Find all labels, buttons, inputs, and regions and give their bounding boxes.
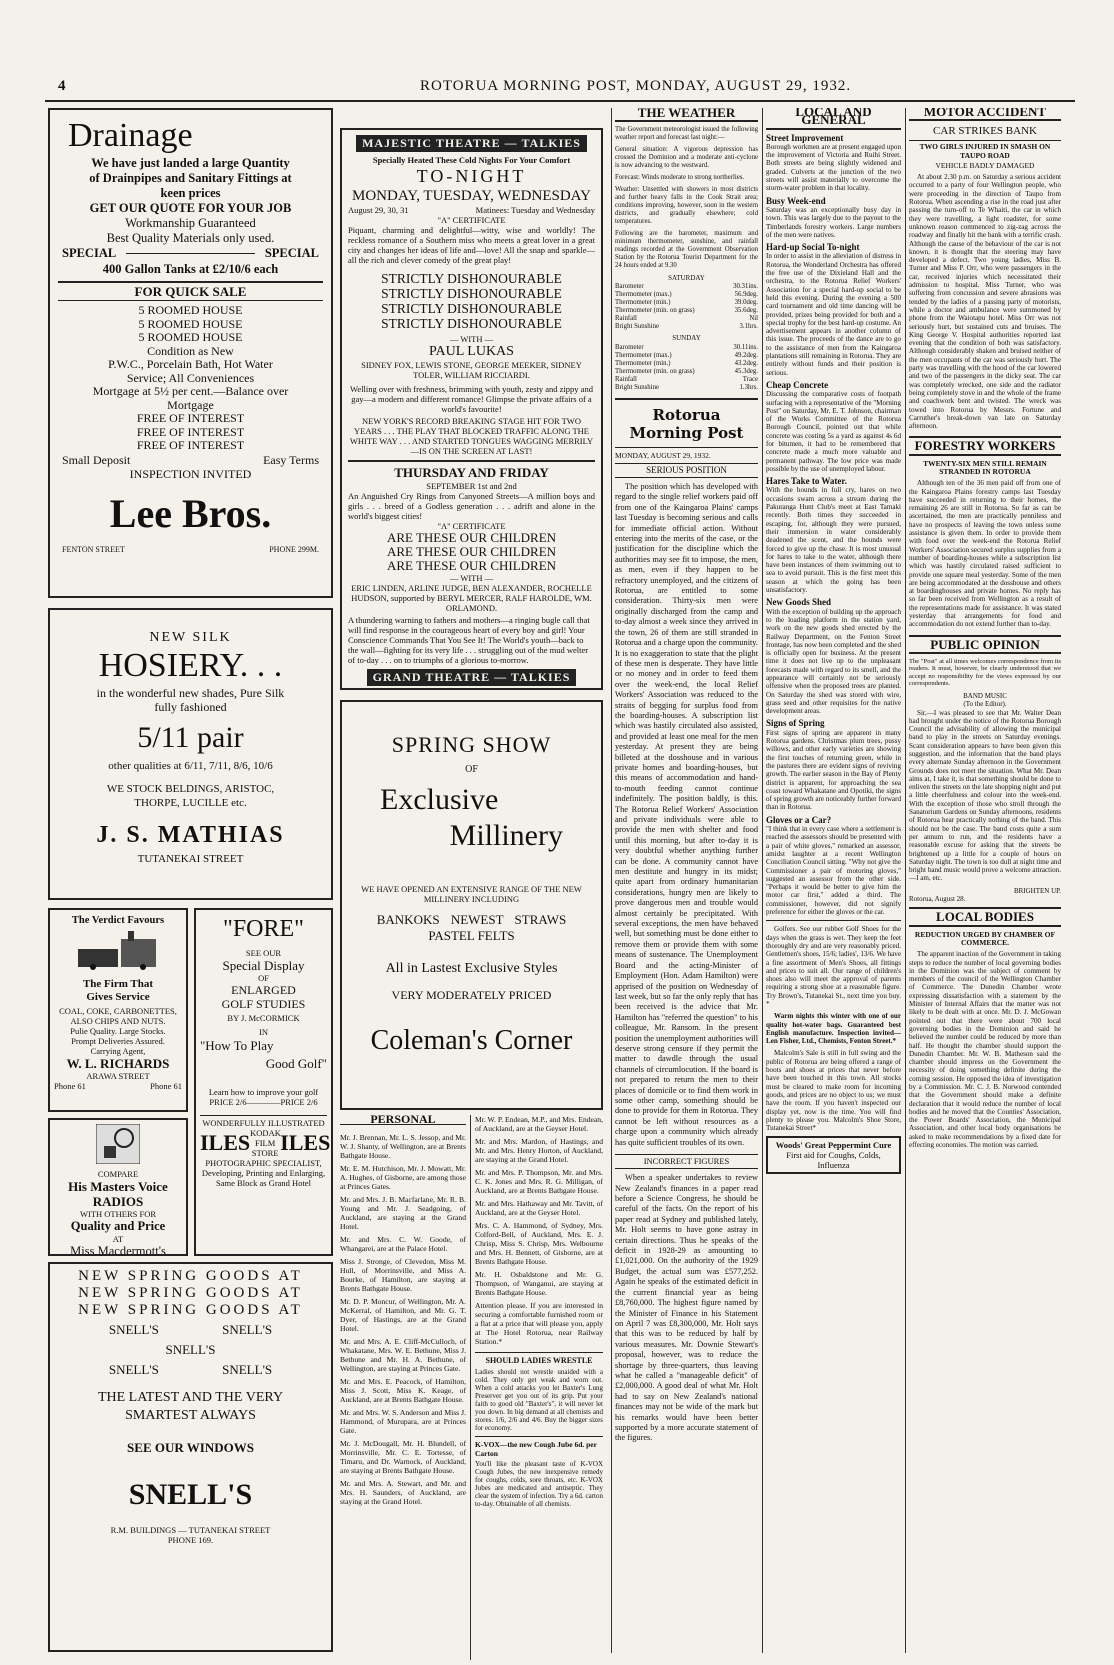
snells-line: SEE OUR WINDOWS xyxy=(127,1440,254,1455)
theatre-blurb: NEW YORK'S RECORD BREAKING STAGE HIT FOR TWO YEARS . . . THE PLAY THAT BLOCKED TRAFFIC ALONG THE WHITE WAY . . . AND STARTED TONGUES WAGGING MERRILY—IS ON THE SCREEN AT LAST! xyxy=(348,416,595,462)
feature-title: STRICTLY DISHONOURABLE xyxy=(381,301,562,316)
richards-line: The Firm That xyxy=(82,978,154,990)
sale-line: Condition as New xyxy=(147,343,234,358)
fore-line: GOLF STUDIES xyxy=(221,997,306,1011)
personal-item: Mr. and Mrs. Mardon, of Hastings, and Mr. and Mrs. Henry Horton, of Auckland, are staying at the Grand Hotel. xyxy=(475,1137,603,1164)
theatre-ad xyxy=(340,128,603,690)
drainage-line: Workmanship Guaranteed xyxy=(125,216,256,230)
snells-address: R.M. BUILDINGS — TUTANEKAI STREET xyxy=(110,1525,271,1535)
richards-ad xyxy=(48,908,188,1112)
personal-item: Mr. and Mrs. E. Peacock, of Hamilton, Miss J. Scott, Miss K. Keage, of Auckland, are at Brents Bathgate House. xyxy=(340,1377,466,1404)
weather-label: Thermometer (min.) xyxy=(615,359,671,367)
page-header xyxy=(40,78,1080,100)
inspection-invited: INSPECTION INVITED xyxy=(129,466,252,481)
coleman-logo: Coleman's Corner xyxy=(370,1025,573,1056)
personal-item: Mr. and Mrs. C. W. Goode, of Whangarei, are at the Palace Hotel. xyxy=(340,1235,466,1253)
snells-line: NEW SPRING GOODS AT xyxy=(78,1285,303,1301)
editorial-body: The position which has developed with regard to the single relief workers paid off from one of the Kaingaroa Plains' camps last Tuesday is becoming serious and calls for immediate official action. Without entering into the merits of the case, or the justification for the discipline which the authorities may see fit to impose, the men, as men, even if they happen to be refractory unemployed, and the citizens of Rotorua, are entitled to some consideration. Thirty-six men were originally discharged from the camp and to-day almost a week since they arrived in the town, 26 of them are still stranded in Rotorua and a charge upon the community. It is no exaggeration to state that the plight of these men is desperate. They have little or no money and in order to feed them over the week-end, the local Relief Workers' Association was reduced to the straits of begging for surplus food from the boarding-houses. A subscription list which was hastily circulated also assisted, and provided at least one meal for the men yesterday. At present they are being billeted at the dosshouse and in various private homes and boarding-houses, but this means of accommodation and hand-to-mouth feeding cannot continue indefinitely. The position baldly, is this. The Rotorua Relief Workers' Association and private individuals were able to provide the men with shelter and food until this morning, but after to-day it is very doubtful whether anything further can be done. A community cannot have men destitute and hungry in its midst; quite apart from ordinary humanitarian considerations, hungry men are likely to prove dangerous men and trouble would almost certainly be precipitated. With several exceptions, the men have behaved well, but something must be done either to remove them or provide them with some means of sustenance. The Unemployment Board and the acting-Minister of Employment (Hon. Adam Hamilton) were apprised of the position on Wednesday of last week, but so far the only reply that has been received is the advice that Mr. Hamilton has "referred the question" to his colleague, Mr. Ransom. In the present position the unemployment authorities will deserve strong censure if they permit the matter to dawdle through the usual channels of circumlocution. If the board is not prepared to return the men to their places of domicile or to find them work in some other camp, something should be done to provide for them in Rotorua. They cannot be left without resources as a charge upon a community which already has quite sufficient troubles of its own. xyxy=(615,482,758,1147)
weather-label: Rainfall xyxy=(615,315,637,323)
opinion-signature: BRIGHTEN UP. xyxy=(1013,886,1061,895)
millinery-line: OF xyxy=(465,764,478,775)
nameplate: Rotorua Morning Post xyxy=(629,405,744,442)
snells-phone: PHONE 169. xyxy=(167,1535,214,1545)
personal-item: Mr. and Mrs. A. E. Cliff-McCulloch, of Whakatane, Mrs. W. E. Bethune, Miss J. Bethune and Mr. H. A. Bethune, of Wellington, are staying at Princes Gate. xyxy=(340,1337,466,1373)
millinery-line: BANKOKS NEWEST STRAWS xyxy=(376,912,567,927)
opinion-title: PUBLIC OPINION xyxy=(909,635,1061,654)
opinion-to: (To the Editor). xyxy=(963,700,1007,709)
fore-line: Special Display xyxy=(222,958,305,973)
theatre-with: — WITH — xyxy=(449,573,494,583)
gramophone-dog-icon xyxy=(96,1124,140,1164)
feature-title: STRICTLY DISHONOURABLE xyxy=(381,286,562,301)
millinery-line: Exclusive xyxy=(380,783,499,816)
radios-line: WITH OTHERS FOR xyxy=(79,1209,157,1219)
weather-editorial-column xyxy=(615,108,758,1658)
weather-row xyxy=(615,291,758,299)
weather-row xyxy=(615,299,758,307)
weather-row xyxy=(615,283,758,291)
richards-line: Pulie Quality. Large Stocks. xyxy=(70,1026,166,1036)
feature-title: STRICTLY DISHONOURABLE xyxy=(381,271,562,286)
lee-bros-logo: Lee Bros. xyxy=(109,490,272,536)
snells-line: NEW SPRING GOODS AT xyxy=(78,1268,303,1284)
mathias-hosiery-ad xyxy=(48,608,333,900)
local-item-body: With the exception of building up the approach to the loading platform in the station yard, work on the new goods shed erected by the Railway Department, on the Fenton Street frontage, has now been completed and the shed is officially open for business. At the present time it does not live up to the unpleasant forecasts made with regard to its smell, and the appearance will certainly not be seriously offensive when the proposed trees are planted. On Saturday the shed was stored with wire, grass seed and other requisites for the native development areas. xyxy=(766,607,901,716)
theatre-blurb: Piquant, charming and delightful—witty, wise and worldly! The reckless romance of a Southern miss who meets a great lover in a great city and changes her ideas of life and—love! All the snap and sparkle—all the rich and clever comedy of the great play! xyxy=(348,225,595,265)
weather-value: 43.2deg. xyxy=(734,359,758,367)
fore-line: PRICE 2/6————PRICE 2/6 xyxy=(209,1097,318,1107)
richards-name: W. L. RICHARDS xyxy=(66,1056,170,1071)
accident-title: MOTOR ACCIDENT xyxy=(909,108,1061,121)
sale-line: FREE OF INTEREST xyxy=(136,411,245,425)
weather-value: 56.9deg. xyxy=(734,291,758,299)
richards-line: Gives Service xyxy=(86,991,150,1003)
sale-line: P.W.C., Porcelain Bath, Hot Water xyxy=(108,357,273,371)
hosiery-line: WE STOCK BELDINGS, ARISTOC, xyxy=(106,783,275,795)
iles-golf-ad xyxy=(194,908,333,1256)
richards-line: ARAWA STREET xyxy=(86,1071,150,1081)
local-item-heading: Hard-up Social To-night xyxy=(766,242,860,253)
fore-line: WONDERFULLY ILLUSTRATED xyxy=(200,1115,327,1128)
weather-para: Forecast: Winds moderate to strong northerlies. xyxy=(615,174,745,182)
coleman-millinery-ad xyxy=(340,700,603,1110)
local-item-heading: Busy Week-end xyxy=(766,195,826,206)
editorial-date: MONDAY, AUGUST 29, 1932. xyxy=(615,450,711,460)
local-item-heading: Signs of Spring xyxy=(766,718,825,729)
local-item-body: Borough workmen are at present engaged upon the improvement of Victoria and Ruihi Street. Both streets are being slightly widened and graded. Culverts at the junction of the two streets will assist materially to overcome the storm-water problem in that locality. xyxy=(766,142,901,193)
theatre-days: MONDAY, TUESDAY, WEDNESDAY xyxy=(352,188,591,204)
mathias-logo: J. S. MATHIAS xyxy=(96,822,285,848)
drainage-line: We have just landed a large Quantity xyxy=(91,156,290,170)
fore-line: SEE OUR xyxy=(245,948,282,958)
masthead: ROTORUA MORNING POST, MONDAY, AUGUST 29, 1932. xyxy=(420,78,852,94)
theatre-thu: THURSDAY AND FRIDAY xyxy=(394,465,549,480)
special-left: SPECIAL xyxy=(62,246,117,260)
snells-logo: SNELL'S xyxy=(128,1478,253,1511)
weather-table-saturday xyxy=(615,283,758,331)
snells-line: NEW SPRING GOODS AT xyxy=(78,1302,303,1318)
millinery-line: Millinery xyxy=(449,819,563,852)
weather-value: 45.3deg. xyxy=(734,367,758,375)
personal-item: Mr. E. M. Hutchison, Mr. J. Mowatt, Mr. A. Hughes, of Gisborne, are among those at Princes Gates. xyxy=(340,1164,466,1191)
millinery-line: PASTEL FELTS xyxy=(428,928,515,943)
feature-title: STRICTLY DISHONOURABLE xyxy=(381,316,562,331)
weather-label: Barometer xyxy=(615,283,644,291)
sale-line: 5 ROOMED HOUSE xyxy=(138,316,243,331)
feature-title: ARE THESE OUR CHILDREN xyxy=(386,558,557,573)
local-item-body: Discussing the comparative costs of footpath surfacing with a representative of the "Morning Post" on Saturday, Mr. E. T. Johnson, chairman of the Works Committee of the Rotorua Borough Council, pointed out that while concrete was costing 5s a yard as against 4s 6d for bitumen, it had to be remembered that concrete made a much more valuable and permanent pathway. The low price was made possible by the use of unemployed labour. xyxy=(766,390,901,473)
local-item-heading: Hares Take to Water. xyxy=(766,476,847,487)
weather-para: The Government meteorologist issued the following weather report and forecast last night:— xyxy=(615,126,758,142)
personal-right xyxy=(475,1115,603,1512)
personal-item: Mr. J. Brennan, Mr. L. S. Jessop, and Mr. W. J. Shanty, of Wellington, are at Brents Bathgate House. xyxy=(340,1133,466,1160)
richards-phone: Phone 61 xyxy=(54,1081,86,1091)
personal-item: Mr. W. P. Endean, M.P., and Mrs. Endean, of Auckland, are at the Geyser Hotel. xyxy=(475,1115,603,1133)
weather-value: 35.6deg. xyxy=(734,307,758,315)
hosiery-title: HOSIERY. . . xyxy=(98,647,283,684)
woods-line: Influenza xyxy=(817,1160,850,1171)
drainage-line: of Drainpipes and Sanitary Fittings at xyxy=(89,171,292,185)
hosiery-line: fully fashioned xyxy=(154,700,227,714)
radios-line: Quality and Price xyxy=(70,1219,166,1233)
weather-value: Trace xyxy=(742,375,758,383)
weather-label: Thermometer (max.) xyxy=(615,291,672,299)
weather-value: Nil xyxy=(749,315,758,323)
radios-ad xyxy=(48,1118,188,1256)
fore-line: BY J. McCORMICK xyxy=(227,1013,300,1023)
weather-row xyxy=(615,344,758,352)
weather-row xyxy=(615,376,758,384)
richards-line: Carrying Agent, xyxy=(90,1046,146,1056)
sale-line: FREE OF INTEREST xyxy=(136,424,245,439)
radios-line: AT xyxy=(112,1234,124,1244)
weather-label: Thermometer (min. on grass) xyxy=(615,307,695,315)
weather-label: Bright Sunshine xyxy=(615,383,659,391)
fore-title: "FORE" xyxy=(223,916,304,942)
millinery-line: MILLINERY INCLUDING xyxy=(423,894,520,904)
snells-line: THE LATEST AND THE VERY xyxy=(97,1390,284,1405)
personal-left xyxy=(340,1133,466,1510)
personal-item: Mr. J. McDougall, Mr. H. Blundell, of Morrinsville, Mr. C. E. Tortesse, of Timaru, and Dr. Warnock, of Auckland, are staying at Brents Bathgate House. xyxy=(340,1439,466,1475)
drainage-line: GET OUR QUOTE FOR YOUR JOB xyxy=(89,201,292,215)
theatre-cert: "A" CERTIFICATE xyxy=(437,521,506,531)
personal-item: Miss J. Stronge, of Clevedon, Miss M. Hull, of Morrinsville, and Miss A. Bourke, of Hamilton, are staying at Brents Bathgate House. xyxy=(340,1257,466,1293)
local-general-column xyxy=(766,108,901,1658)
weather-row xyxy=(615,384,758,392)
millinery-line: VERY MODERATELY PRICED xyxy=(391,988,552,1002)
snells-line: SNELL'S SNELL'S xyxy=(108,1322,273,1337)
snells-line: SNELL'S xyxy=(165,1342,216,1357)
feature-title: ARE THESE OUR CHILDREN xyxy=(386,530,557,545)
fore-line: Developing, Printing and Enlarging, xyxy=(201,1168,326,1178)
sale-heading: FOR QUICK SALE xyxy=(58,283,323,301)
personal-item: Mr. D. P. Moncur, of Wellington, Mr. A. McKerral, of Hamilton, and Mr. G. T. Dyer, of Hastings, are at the Grand Hotel. xyxy=(340,1297,466,1333)
millinery-line: All in Lastest Exclusive Styles xyxy=(385,961,558,976)
radios-line: His Masters Voice xyxy=(68,1179,168,1194)
right-news-column xyxy=(909,108,1061,1658)
hosiery-line: NEW SILK xyxy=(149,630,232,645)
local-item-heading: Street Improvement xyxy=(766,132,844,143)
kodak-store: KODAK FILM STORE xyxy=(250,1128,281,1158)
weather-value: 39.0deg. xyxy=(734,299,758,307)
richards-line: The Verdict Favours xyxy=(71,915,165,926)
sale-line: Mortgage xyxy=(167,397,214,412)
weather-row xyxy=(615,307,758,315)
weather-day: SATURDAY xyxy=(668,274,705,283)
hosiery-price: 5/11 pair xyxy=(137,721,244,754)
theatre-blurb: A thundering warning to fathers and mothers—a ringing bugle call that will find response in the courageous heart of every boy and girl! Your Conscience Commands That You See It! The World's youth—back to the wall—fighting for its very life . . . struggling out of the mud welter of to-day . . . on to triumphs of a glorious to-morrow. xyxy=(348,615,590,665)
weather-para: Weather: Unsettled with showers in most districts and further heavy falls in the Cook Strait area; conditions improving, however, soon in the western districts, and gradually elsewhere; cold temperatures. xyxy=(615,186,758,226)
fore-line: PHOTOGRAPHIC SPECIALIST, xyxy=(205,1158,322,1168)
weather-row xyxy=(615,360,758,368)
weather-label: Thermometer (min.) xyxy=(615,299,671,307)
personal-item: Mr. and Mrs. P. Thompson, Mr. and Mrs. C. K. Jones and Mrs. R. G. Milligan, of Auckland, are at Brents Bathgate House. xyxy=(475,1168,603,1195)
local-item-heading: Cheap Concrete xyxy=(766,379,829,390)
coal-yard-illustration xyxy=(73,929,163,971)
wrestle-heading: SHOULD LADIES WRESTLE xyxy=(475,1352,603,1365)
local-item-body: Saturday was an exceptionally busy day in town. This was largely due to the payout to the Timberlands forestry workers. Large numbers of the men were natives. xyxy=(766,205,901,239)
deposit-left: Small Deposit xyxy=(62,452,131,467)
fore-line: ENLARGED xyxy=(231,983,296,997)
incorrect-figures-heading: INCORRECT FIGURES xyxy=(615,1154,758,1169)
editorial-heading: SERIOUS POSITION xyxy=(615,463,758,478)
incorrect-figures-body: When a speaker undertakes to review New Zealand's finances in a paper read before a Science Congress, he should be careful of the facts. On the report of his paper read at Sydney and published lately, Mr. Holt seems to have gone astray in certain directions. Thus he speaks of the deficit in 1928-29 as amounting to £1,021,000. On the authority of the 1929 Budget, the actual sum was £577,252. Again he speaks of the estimated deficit in the current financial year as being £8,760,000. The highest figure named by the Minister of Finance in his Statement on April 7 was £8,300,000, Mr. Holt says that this was to be reduced by half by various measures. Mr. Downie Stewart's proposal, however, was to reduce the shortage by three-quarters, thus leaving what he called a "manageable deficit" of £2,000,000. A good deal of what Mr. Holt had to say on New Zealand's national finances may not be wide of the mark but his remarks would have been better supported by a more accurate statement of the figures. xyxy=(615,1173,758,1443)
radios-line: RADIOS xyxy=(92,1194,144,1209)
theatre-cast: SIDNEY FOX, LEWIS STONE, GEORGE MEEKER, SIDNEY TOLER, WILLIAM RICCIARDI. xyxy=(361,360,582,380)
richards-phone: Phone 61 xyxy=(150,1081,182,1091)
forestry-subheading: TWENTY-SIX MEN STILL REMAIN STRANDED IN ROTORUA xyxy=(923,458,1047,476)
fore-line: Learn how to improve your golf xyxy=(208,1087,319,1097)
weather-label: Thermometer (max.) xyxy=(615,351,672,359)
weather-label: Bright Sunshine xyxy=(615,323,659,331)
accident-heading: CAR STRIKES BANK xyxy=(909,125,1061,141)
theatre-with: — WITH — xyxy=(449,334,494,344)
local-ad: Malcolm's Sale is still in full swing and the public of Rotorua are being offered a range of boots and shoes at prices that never before have been touched in this town. All stocks must be cleared to make room for incoming goods, and prices are no object to us; we must have the room. If you haven't inspected our display yet, now is the time. You will find plenty to please you. Malcolm's Shoe Store, Tutanekai Street* xyxy=(766,1049,901,1133)
weather-para: Following are the barometer, maximum and minimum thermometer, sunshine, and rainfall readings recorded at the Government Observation Station by the Rotorua Tourist Department for the 24 hours ended at 9.30 xyxy=(615,230,758,270)
personal-item: Mr. H. Osbaldstone and Mr. G. Thompson, of Wanganui, are staying at Brents Bathgate House. xyxy=(475,1270,603,1297)
millinery-line: SPRING SHOW xyxy=(391,732,552,757)
local-item-body: First signs of spring are apparent in many Rotorua gardens. Christmas plum trees, pussy willows, and other early varieties are showing the first touches of returning green, while in the pastures there are evident signs of reviving growth. The earlier season in the Bay of Plenty district is apparent, for approaching the sea coast toward Whakatane and Opotiki, the signs of spring growth are noticeably further forward than in Rotorua. xyxy=(766,728,901,812)
personal-item: Mr. and Mrs. J. B. Macfarlane, Mr. R. B. Young and Mr. J. Seadgoing, of Auckland, are staying at the Grand Hotel. xyxy=(340,1195,466,1231)
weather-row xyxy=(615,368,758,376)
richards-line: COAL, COKE, CARBONETTES, ALSO CHIPS AND NUTS. xyxy=(59,1006,177,1026)
hosiery-line: THORPE, LUCILLE etc. xyxy=(134,797,247,809)
weather-value: 49.2deg. xyxy=(734,351,758,359)
richards-line: Prompt Deliveries Assured. xyxy=(71,1036,165,1046)
weather-table-sunday xyxy=(615,344,758,392)
fore-line: Good Golf" xyxy=(265,1056,327,1071)
local-ad: Warm nights this winter with one of our quality hot-water bags. Guaranteed best English manufacture. Inspection invited—Len Fisher, Ltd., Chemists, Fenton Street.* xyxy=(766,1012,901,1046)
local-item-body: In order to assist in the alleviation of distress in Rotorua, the Wonderland Orchestra has offered the free use of the Dixieland Hall and the orchestra, to the Rotorua Relief Workers' Association for a special hard-up social to be held this evening. During the evening a 500 card tournament and old time dancing will be provided, prizes being provided for both and a special trophy for the best hard-up costume. An advertisement appears in another column of this issue. The proceeds of the dance are to go to the assistance of men from the Kaingaroa plantations still remaining in Rotorua. They are entirely without funds and their position is serious. xyxy=(766,252,901,377)
personal-item: Mrs. C. A. Hammond, of Sydney, Mrs. Colford-Bell, of Auckland, Mrs. E. J. Chrisp, Miss S. Chrisp, Mrs. Welbourne and Mrs. H. Bennett, of Gisborne, are at Brents Bathgate House. xyxy=(475,1221,603,1266)
lee-bros-phone: PHONE 299M. xyxy=(269,544,319,554)
special-right: SPECIAL xyxy=(264,246,319,260)
local-ad: Golfers. See our rubber Golf Shoes for the days when the grass is wet. They keep the feet thoroughly dry and are very reasonably priced. Gentlemen's shoes, 15/6; ladies', 13/6. We have a fine assortment of Men's Shoes, all fittings and prices to suit all. Our range of children's shoes also will meet the approval of parents requiring a strong shoe at a reasonable figure. Try Brown's, Tutanekai St., next time you buy. * xyxy=(766,925,901,1008)
iles-logo: ILES xyxy=(280,1130,331,1155)
personal-item: Mr. and Mrs. W. S. Anderson and Miss J. Hammond, of Murupara, are at Princes Gate. xyxy=(340,1408,466,1435)
weather-label: Thermometer (min. on grass) xyxy=(615,367,695,375)
theatre-cast: ERIC LINDEN, ARLINE JUDGE, BEN ALEXANDER, ROCHELLE HUDSON, supported by BERYL MERCER, RALF HAROLDE, WM. ORLAMOND. xyxy=(351,583,592,613)
weather-title: THE WEATHER xyxy=(615,108,758,122)
local-item-body: With the hounds in full cry, hares on two occasions swam across a stream during the Pakuranga Hunt Club's meet at East Tamaki recently. Both times they succeeded in escaping, for, although they were pursued, their immersion in water considerably deadened the scent, and the hounds were forced to give up the chase. It is most unusual for hares to take to the water, although there have been instances of them swimming out to sea to avoid pursuit. This is the first meet this season at which the going has been unsatisfactory. xyxy=(766,486,901,595)
sale-line: 5 ROOMED HOUSE xyxy=(138,303,243,317)
theatre-text: Specially Heated These Cold Nights For Your Comfort xyxy=(372,155,571,165)
personal-item: Mr. and Mrs. Hathaway and Mr. Tavitt, of Auckland, are at the Geyser Hotel. xyxy=(475,1199,603,1217)
lee-bros-street: FENTON STREET xyxy=(62,544,125,554)
opinion-heading: BAND MUSIC xyxy=(963,691,1007,700)
fore-line: Same Block as Grand Hotel xyxy=(216,1178,311,1188)
header-rule xyxy=(45,100,1075,102)
drainage-line: Best Quality Materials only used. xyxy=(106,231,275,245)
weather-value: 3.1hrs. xyxy=(739,323,758,331)
weather-row xyxy=(615,323,758,331)
tonight-label: TO-NIGHT xyxy=(416,166,527,186)
accident-body: At about 2.30 p.m. on Saturday a serious accident occurred to a party of four Wellington people, who were proceeding in the direction of Taupo from Rotorua. When ascending a rise in the road just after passing the turn-off to Te Whaiti, the car in which they were travelling, a light roadster, for some unknown reason commenced to zig-zag across the roadway and finally hit the bank with a terrific crash. Although the cause of the behaviour of the car is not known, it is thought that the steering may have developed a defect. Two young ladies, Miss B. Turner and Miss P. Orr, who were passengers in the car, received injuries which necessitated their admission to hospital. Miss Turner, who was suffering from concussion and severe abrasions was tended by the ladies of a passing party of motorists, while a doctor and ambulance were summoned by phone from the Waiotapu hotel. Miss Orr was not seriously hurt, but sustained cuts and bruises. The King George V. Hospital authorities reported last evening that the condition of both was satisfactory. Although considerably shaken and bruised neither of the men occupants of the car was seriously hurt. The party was travelling with the hood of the car lowered and two of the passengers in the dicky seat. The car was completely wrecked, one side and the radiator being completely stove in and the whole of the frame and coachwork bent and twisted. The wreck was towed into Rotorua by Messrs. Fortune and Carruther's break-down van late on Saturday afternoon. xyxy=(909,173,1061,431)
opinion-note: The "Post" at all times welcomes correspondence from its readers. It must, however, be clearly understood that we accept no responsibility for the views expressed by our correspondents. xyxy=(909,657,1061,688)
weather-label: Barometer xyxy=(615,343,644,351)
local-bodies-subheading: REDUCTION URGED BY CHAMBER OF COMMERCE. xyxy=(914,929,1056,947)
snells-ad xyxy=(48,1262,333,1652)
deposit-right: Easy Terms xyxy=(263,452,319,467)
woods-line: First aid for Coughs, Colds, xyxy=(786,1150,881,1161)
weather-para: General situation: A vigorous depression has crossed the Dominion and a moderate anti-cyclone is now advancing to the westward. xyxy=(615,146,758,170)
personal-title: PERSONAL xyxy=(340,1115,466,1125)
feature-title: ARE THESE OUR CHILDREN xyxy=(386,544,557,559)
lee-bros-ad xyxy=(48,108,333,598)
forestry-body: Although ten of the 36 men paid off from one of the Kaingaroa Plains forestry camps last Tuesday have succeeded in returning to their homes, the remaining 26 are still in Rotorua. So far as can be ascertained, the men are practically penniless and have no prospects of leaving the town unless some assistance is given them. In order to provide them with food over the week-end the Rotorua Relief Workers' Association secured surplus supplies from a number of boarding-houses while a subscription list which was hastily circulated raised sufficient to provide one square meal yesterday. Some of the men are being accommodated at the dosshouse and others at boardinghouses and private homes. No reply has so far been received from Wellington as a result of the representations made for assistance. It was stated yesterday that arrangements for food and accommodation do not extend further than to-day. xyxy=(909,479,1061,629)
radios-line: COMPARE xyxy=(97,1169,139,1179)
theatre-sat xyxy=(348,689,595,690)
snells-line: SNELL'S SNELL'S xyxy=(108,1362,273,1377)
weather-label: Rainfall xyxy=(615,375,637,383)
local-title: LOCAL AND GENERAL xyxy=(766,108,901,130)
iles-logo: ILES xyxy=(200,1130,251,1155)
wrestle-ad: Ladies should not wrestle unaided with a cold. They only get weak and worn out. When a cold attacks you let Baxter's Lung Preserver get you out of its grip. Put your faith to good old "Baxter's", it will never let you down. In big demand at all chemists and stores. 1/6, 2/6 and 4/6. Buy the bigger sizes for economy. xyxy=(475,1368,603,1432)
theatre-blurb: An Anguished Cry Rings from Canyoned Streets—A million boys and girls . . . breed of a Godless generation . . . adrift and alone in the world's biggest cities! xyxy=(348,491,595,521)
grand-banner: GRAND THEATRE — TALKIES xyxy=(367,669,577,686)
sale-line: Mortgage at 5½ per cent.—Balance over xyxy=(92,384,289,398)
drainage-line: keen prices xyxy=(160,186,221,200)
woods-line: Woods' Great Peppermint Cure xyxy=(775,1140,892,1151)
fore-line: IN xyxy=(259,1027,268,1037)
weather-row xyxy=(615,352,758,360)
theatre-cert: "A" CERTIFICATE xyxy=(437,215,506,225)
weather-row xyxy=(615,315,758,323)
personal-item: Attention please. If you are interested in securing a comfortable furnished room or a flat at a price that will please you, apply at The Hotel Rotorua, near Railway Station.* xyxy=(475,1301,603,1346)
theatre-dates: August 29, 30, 31 xyxy=(348,205,409,215)
local-bodies-body: The apparent inaction of the Government in taking steps to reduce the number of local governing bodies in the Dominion was the subject of comment by members of the council of the Wellington Chamber of Commerce. The Dunedin Chamber wrote expressing dissatisfaction with a statement by the Minister of Internal Affairs that the matter was not likely to be dealt with at once. Mr. D. J. McGowan pointed out that there were about 700 local governing bodies in the Dominion and said he believed the number could be reduced by more than half. He thought the chamber should support the Dunedin Chamber. Mr. W. B. Matheson said the chamber should impress on the Government the necessity of doing something definite during the coming session. He opposed the idea of investigation by a Commission. Mr. C. J. B. Norwood contended that the Government should make a definite declaration that it would reduce the number of local bodies and he moved that the Counties' Association, the Power Boards' Association, the Municipal Association, and other local body organisations be asked to make recommendations by a fixed date for effecting economies. The motion was carried. xyxy=(909,950,1061,1150)
theatre-matinee: Matinees: Tuesday and Wednesday xyxy=(475,205,595,215)
woods-ad xyxy=(766,1136,901,1174)
fore-line: "How To Play xyxy=(200,1038,274,1053)
sale-line: 5 ROOMED HOUSE xyxy=(138,330,243,344)
theatre-star: PAUL LUKAS xyxy=(429,344,514,359)
personal-column xyxy=(340,1115,603,1660)
radios-line: Miss Macdermott's xyxy=(70,1244,166,1256)
weather-value: 30.11ins. xyxy=(733,343,758,351)
local-item-heading: New Goods Shed xyxy=(766,597,832,608)
majestic-banner: MAJESTIC THEATRE — TALKIES xyxy=(356,135,587,152)
local-item-body: "I think that in every case where a settlement is reached the assessors should be presented with a pair of white gloves," remarked an assessor, amidst laughter at a recent Wellington Conciliation Council sitting. "Why not give the Commissioner a pair of motoring gloves," suggested an assessor from the other side. "Perhaps it would be better to give him the motor car first," added a third. The commissioner, however, did not signify preference for either the gloves or the car. xyxy=(766,825,901,917)
theatre-blurb: Welling over with freshness, brimming with youth, zesty and zippy and gay—a modern and different romance! Glimpse the private affairs of a world's favourite! xyxy=(350,384,593,414)
snells-line: SMARTEST ALWAYS xyxy=(125,1408,256,1423)
hosiery-line: in the wonderful new shades, Pure Silk xyxy=(96,686,285,700)
weather-value: 30.31ins. xyxy=(733,283,758,291)
tanks-price: 400 Gallon Tanks at £2/10/6 each xyxy=(58,261,323,283)
drainage-title: Drainage xyxy=(68,117,193,154)
accident-subheading: TWO GIRLS INJURED IN SMASH ON TAUPO ROAD xyxy=(919,142,1051,160)
kvox-heading: K-VOX—the new Cough Jube 6d. per Carton xyxy=(475,1436,603,1458)
accident-subheading: VEHICLE BADLY DAMAGED xyxy=(935,160,1035,170)
weather-day: SUNDAY xyxy=(672,334,701,343)
fore-line: OF xyxy=(258,973,269,983)
sale-line: FREE OF INTEREST xyxy=(136,438,245,452)
hosiery-line: other qualities at 6/11, 7/11, 8/6, 10/6 xyxy=(108,760,273,772)
personal-item: Mr. and Mrs. A. Stewart, and Mr. and Mrs. H. Saunders, of Auckland, are staying at the Grand Hotel. xyxy=(340,1479,466,1506)
opinion-place: Rotorua, August 28. xyxy=(909,895,966,904)
kvox-ad: You'll like the pleasant taste of K-VOX Cough Jubes, the new inexpensive remedy for coughs, colds, sore throats, etc. K-VOX Jubes are medicated and antiseptic. They clear the system of infection. Try a 6d. carton to-day. Obtainable of all chemists. xyxy=(475,1460,603,1508)
page-number: 4 xyxy=(58,78,67,94)
forestry-title: FORESTRY WORKERS xyxy=(909,436,1061,455)
theatre-thu-dates: SEPTEMBER 1st and 2nd xyxy=(426,481,517,491)
opinion-body: Sir,—I was pleased to see that Mr. Walter Dean had brought under the notice of the Rotorua Borough Council the advisability of allowing the municipal band to play in the streets on Saturday evenings. Scant consideration appears to have been given this suggestion, and the information that the band plays every alternate Sunday afternoon in the Government Grounds does not meet the situation. What Mr. Dean aims at, I take it, is that something should be done to enliven the streets on the late shopping night and put a little cheerfulness and colour into the week-end. With the exception of those who stroll through the Sanatorium Gardens on Sunday afternoons, residents of Rotorua hear practically nothing of the band. This should not be the case. The band costs quite a sum per annum to run, and the residents have a reasonable excuse for asking that the streets be brightened up a little for a couple of hours on Saturday night. The town is too dull at night time and bright band music would prove a welcome attraction.—I am, etc. xyxy=(909,708,1061,883)
millinery-line: WE HAVE OPENED AN EXTENSIVE RANGE OF THE NEW xyxy=(361,884,582,894)
local-bodies-title: LOCAL BODIES xyxy=(909,907,1061,926)
weather-value: 1.3hrs. xyxy=(739,383,758,391)
hosiery-line: TUTANEKAI STREET xyxy=(137,853,244,865)
sale-line: Service; All Conveniences xyxy=(126,370,255,385)
local-item-heading: Gloves or a Car? xyxy=(766,814,832,825)
